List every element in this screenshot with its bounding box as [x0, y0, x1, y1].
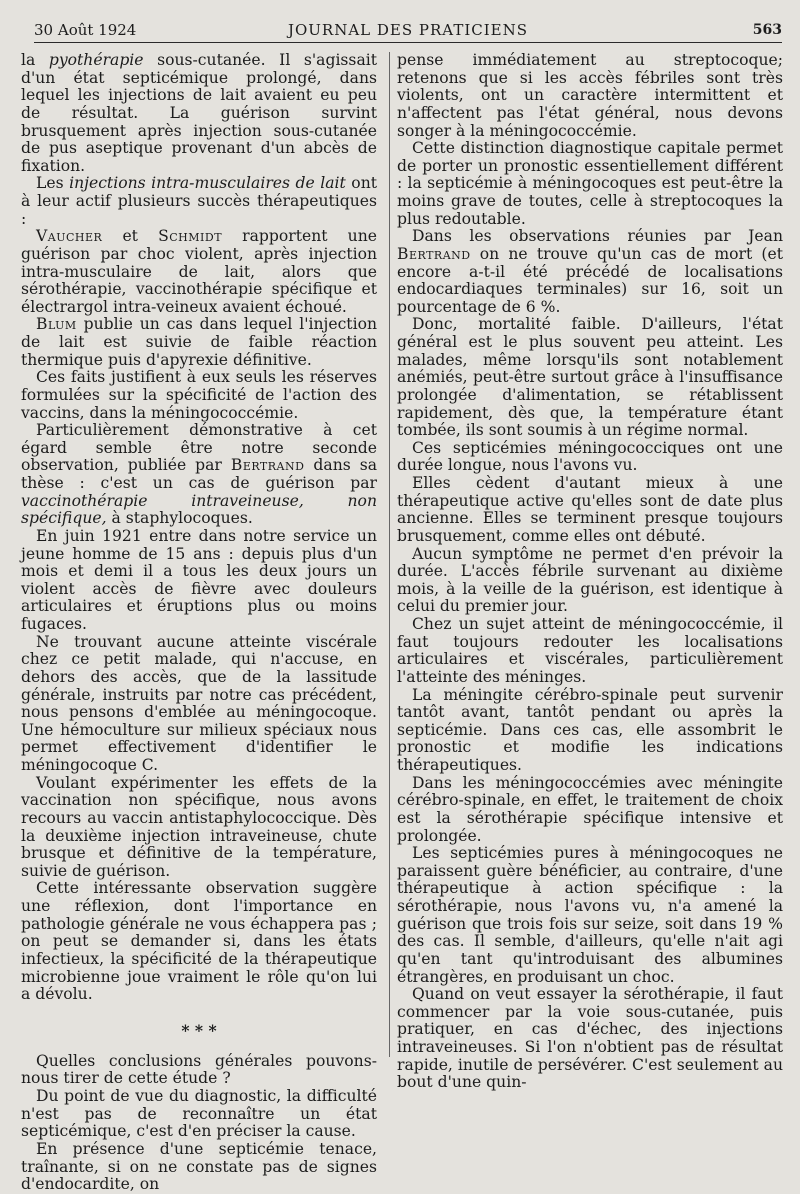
text-run: Les — [36, 174, 70, 193]
paragraph — [21, 316, 377, 369]
paragraph — [397, 228, 783, 316]
issue-date: 30 Août 1924 — [34, 21, 137, 39]
column-divider — [389, 52, 390, 1057]
author-name: Bertrand — [397, 244, 471, 263]
paragraph: Dans les méningococcémies avec méningite cérébro-spinale, en effet, le traitement de choix est la sérothérapie spécifique intensive et prolongée. — [397, 773, 783, 845]
paragraph: Quelles conclusions générales pouvons-nous tirer de cette étude ? — [21, 1051, 377, 1088]
paragraph: En présence d'une septicémie tenace, traînante, si on ne constate pas de signes d'endocardite, on — [21, 1139, 377, 1194]
paragraph — [21, 52, 377, 175]
author-name: Vaucher — [36, 227, 103, 246]
page-header — [34, 18, 782, 43]
paragraph — [21, 228, 377, 316]
paragraph: Ces faits justifient à eux seuls les réserves formulées sur la spécificité de l'action des vaccins, dans la méningococcémie. — [21, 368, 377, 422]
text-run: sous-cutanée. Il s'agissait d'un état septicémique prolongé, dans lequel les injections de lait avaient eu peu de résultat. La guérison survint brusquement après injection sous-cutanée de pus aseptique provenant d'un abcès de fixation. — [21, 51, 377, 175]
italic-term: vaccinothérapie intraveineuse, non spécifique, — [21, 491, 377, 528]
paragraph: Voulant expérimenter les effets de la vaccination non spécifique, nous avons recours au vaccin antistaphylococcique. Dès la deuxième injection intraveineuse, chute brusque et définitive de la température, suivie de guérison. — [21, 773, 377, 880]
paragraph — [21, 422, 377, 528]
author-name: Schmidt — [158, 227, 223, 246]
section-separator: * * * — [181, 1020, 217, 1040]
text-run: Dans les observations réunies par Jean — [412, 227, 783, 246]
text-run: ont à leur actif plusieurs succès thérapeutiques : — [21, 174, 378, 228]
right-column — [397, 52, 783, 1092]
left-column — [21, 52, 377, 1194]
journal-title: JOURNAL DES PRATICIENS — [287, 21, 529, 39]
text-run: la — [21, 51, 49, 69]
text-run: rapportent une guérison par choc violent, après injection intra-musculaire de lait, alors que sérothérapie, vaccinothérapie spécifique et électrargol intra-veineux avaient échoué. — [21, 227, 377, 316]
paragraph: La méningite cérébro-spinale peut survenir tantôt avant, tantôt pendant ou après la septicémie. Dans ces cas, elle assombrit le pronostic et modifie les indications thérapeutiques. — [397, 685, 783, 774]
text-run: à staphylocoques. — [106, 509, 253, 528]
paragraph: Cette distinction diagnostique capitale permet de porter un pronostic essentiellement différent : la septicémie à méningocoques est peut-être la moins grave de toutes, celle à streptocoques la plus redoutable. — [397, 139, 783, 228]
paragraph: Chez un sujet atteint de méningococcémie, il faut toujours redouter les localisations articulaires et viscérales, particulièrement l'atteinte des méninges. — [397, 615, 783, 686]
text-run: dans sa thèse : c'est un cas de guérison par — [21, 456, 377, 492]
paragraph: Aucun symptôme ne permet d'en prévoir la durée. L'accès fébrile survenant au dixième mois, à la veille de la guérison, est identique à celui du premier jour. — [397, 544, 783, 616]
italic-heading: injections intra-musculaires de lait — [69, 174, 346, 193]
paragraph: Les septicémies pures à méningocoques ne paraissent guère bénéficier, au contraire, d'une thérapeutique à action spécifique : la sérothérapie, nous l'avons vu, n'a amené la guérison que trois fois sur seize, soit dans 19 % des cas. Il semble, d'ailleurs, qu'elle n'ait agi qu'en tant qu'introduisant des albumines étrangères, en produisant un choc. — [397, 844, 783, 986]
paragraph: Ces septicémies méningococciques ont une durée longue, nous l'avons vu. — [397, 438, 783, 475]
author-name: Blum — [36, 315, 77, 334]
paragraph: En juin 1921 entre dans notre service un jeune homme de 15 ans : depuis plus d'un mois et demi il a tous les deux jours un violent accès de fièvre avec douleurs articulaires et éruptions plus ou moins fugaces. — [21, 526, 377, 633]
text-run: publie un cas dans lequel l'injection de lait est suivie de faible réaction thermique puis d'apyrexie définitive. — [21, 315, 377, 369]
paragraph — [21, 175, 377, 228]
paragraph: Cette intéressante observation suggère une réflexion, dont l'importance en pathologie générale ne vous échappera pas ; on peut se demander si, dans les états infectieux, la spécificité de la thérapeutique microbienne joue vraiment le rôle qu'on lui a dévolu. — [21, 879, 377, 1004]
paragraph: Elles cèdent d'autant mieux à une thérapeutique active qu'elles sont de date plus ancienne. Elles se terminent presque toujours brusquement, comme elles ont débuté. — [397, 474, 783, 545]
italic-term: pyothérapie — [48, 51, 144, 69]
paragraph: Ne trouvant aucune atteinte viscérale chez ce petit malade, qui n'accuse, en dehors des accès, que de la lassitude générale, instruits par notre cas précédent, nous pensons d'emblée au méningocoque. Une hémoculture sur milieux spéciaux nous permet effectivement d'identifier le méningocoque C. — [21, 632, 377, 774]
paragraph: Du point de vue du diagnostic, la difficulté n'est pas de reconnaître un état septicémique, c'est d'en préciser la cause. — [21, 1087, 377, 1141]
paragraph: pense immédiatement au streptocoque; retenons que si les accès fébriles sont très violents, ont un caractère intermittent et n'affectent pas l'état général, nous devons songer à la méningococcémie. — [397, 51, 783, 140]
text-run: Particulièrement démonstrative à cet égard semble être notre seconde observation, publiée par — [21, 421, 377, 475]
paragraph: Quand on veut essayer la sérothérapie, il faut commencer par la voie sous-cutanée, puis pratiquer, en cas d'échec, des injections intraveineuses. Si l'on n'obtient pas de résultat rapide, inutile de persévérer. C'est seulement au bout d'une quin- — [397, 985, 783, 1092]
text-run: et — [102, 227, 159, 246]
author-name: Bertrand — [230, 456, 305, 475]
page-number: 563 — [752, 22, 782, 38]
text-run: on ne trouve qu'un cas de mort (et encore a-t-il été précédé de localisations endocardiaques terminales) sur 16, soit un pourcentage de 6 %. — [397, 244, 783, 316]
paragraph: Donc, mortalité faible. D'ailleurs, l'état général est le plus souvent peu atteint. Les malades, même lorsqu'ils sont notablement anémiés, peut-être surtout grâce à l'insuffisance prolongée d'alimentation, se rétablissent rapidement, dès que, la température étant tombée, ils sont soumis à un régime normal. — [397, 315, 783, 440]
